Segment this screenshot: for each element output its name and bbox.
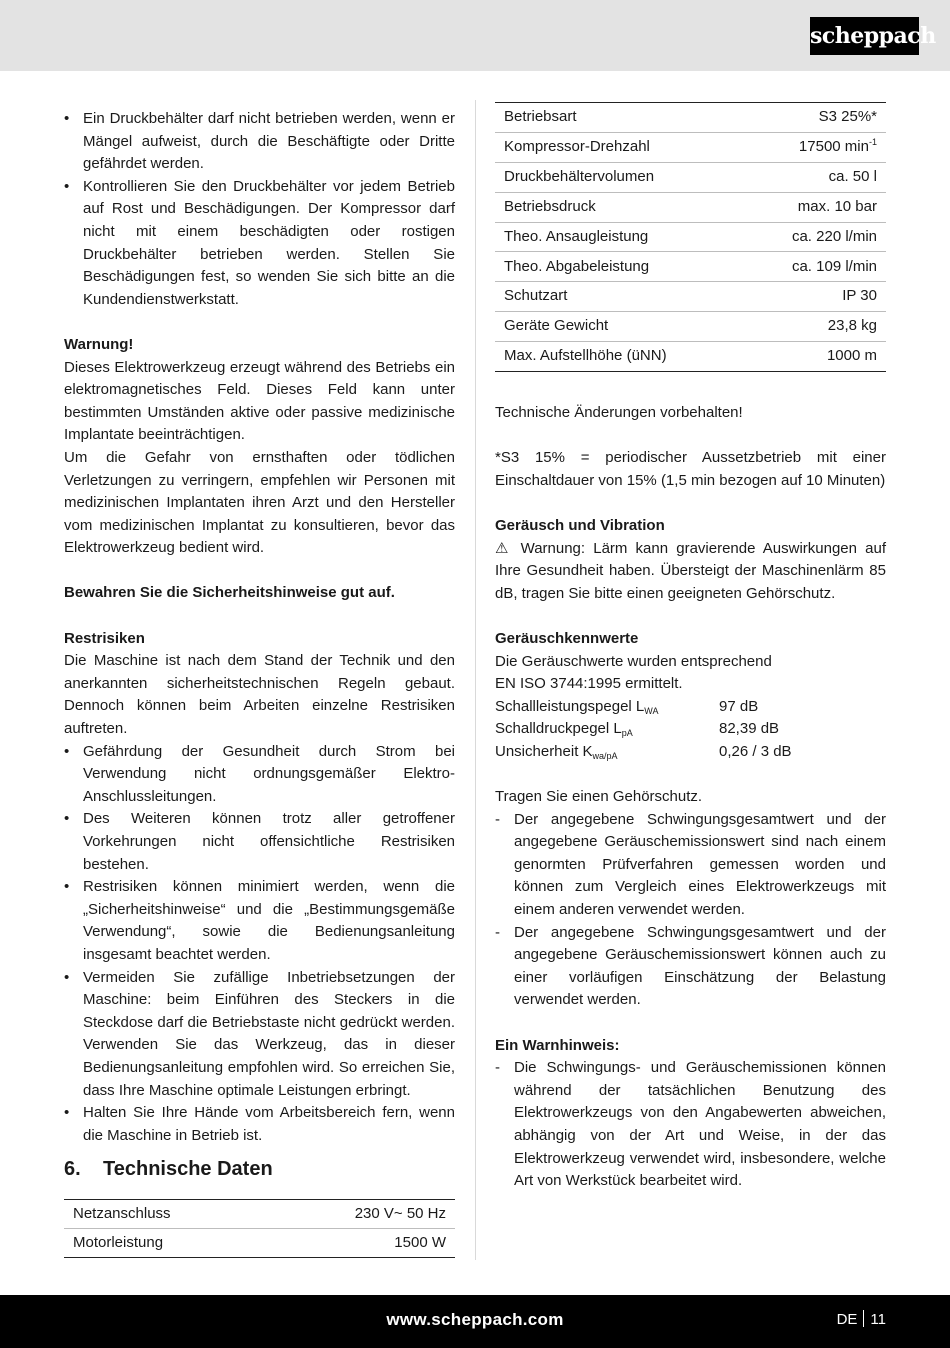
- noise-values-heading: Geräuschkennwerte: [495, 629, 639, 647]
- s3-footnote: *S3 15% = periodischer Aussetzbetrieb mit einer Einschaltdauer von 15% (1,5 min bezogen auf 10 Minuten): [495, 449, 886, 489]
- noise-warning: ⚠ Warnung: Lärm kann gravierende Auswirkungen auf Ihre Gesundheit haben. Übersteigt der Maschinenlärm 85 dB, tragen Sie bitte einen geeigneten Gehörschutz.: [495, 539, 886, 602]
- warning-triangle-icon: ⚠: [495, 539, 513, 557]
- page-indicator: [837, 1308, 886, 1332]
- spec-label: Druckbehältervolumen: [495, 162, 744, 192]
- table-row: [495, 342, 886, 372]
- website-link[interactable]: www.scheppach.com: [386, 1310, 564, 1329]
- noise-value: 97 dB: [719, 697, 759, 715]
- noise-vibration-heading: Geräusch und Vibration: [495, 516, 665, 534]
- language-code: DE: [836, 1311, 858, 1328]
- spec-value: 230 V~ 50 Hz: [354, 1205, 446, 1223]
- spec-value: IP 30: [744, 282, 886, 312]
- list-item: • Halten Sie Ihre Hände vom Arbeitsbereich fern, wenn die Maschine in Betrieb ist.: [64, 1102, 455, 1147]
- spec-value: ca. 220 l/min: [744, 222, 886, 252]
- spec-label: Kompressor-Drehzahl: [495, 132, 744, 162]
- spec-label: Betriebsart: [504, 108, 577, 126]
- spec-value: 1500 W: [265, 1229, 455, 1258]
- spec-value: 23,8 kg: [744, 312, 886, 342]
- spec-value: ca. 50 l: [744, 162, 886, 192]
- noise-value-label: Schalldruckpegel $L_{pA}$: [495, 720, 633, 739]
- noise-value-label: Schallleistungspegel $L_{WA}$: [495, 697, 659, 716]
- spec-label: Theo. Ansaugleistung: [495, 222, 744, 252]
- spec-label: Geräte Gewicht: [495, 312, 744, 342]
- table-row: [495, 312, 886, 342]
- section-number: 6.: [64, 1158, 81, 1181]
- changes-note: Technische Änderungen vorbehalten!: [495, 404, 743, 422]
- table-row: [64, 1229, 455, 1258]
- spec-label: Theo. Abgabeleistung: [495, 252, 744, 282]
- spec-table-left: [64, 1199, 455, 1258]
- list-item: - Der angegebene Schwingungsgesamtwert und der angegebene Geräuschemissionswert sind nach einem genormten Prüfverfahren gemessen worden und können zum Vergleich eines Elektrowerkzeugs mit einem anderen verwendet werden.: [495, 809, 886, 922]
- spec-label: Motorleistung: [64, 1229, 265, 1258]
- table-row: [495, 103, 886, 133]
- spec-label: Netzanschluss: [73, 1205, 171, 1223]
- list-item: • Kontrollieren Sie den Druckbehälter vor jedem Betrieb auf Rost und Beschädigungen. Der Kompressor darf nicht mit einem beschädigten oder rostigen Druckbehälter betrieben werden. Stellen Sie Beschädigungen fest, so wenden Sie sich bitte an die Kundendienstwerkstatt.: [64, 176, 455, 312]
- table-row: [495, 192, 886, 222]
- list-item: • Gefährdung der Gesundheit durch Strom bei Verwendung nicht ordnungsgemäßer Elektro-Anschlussleitungen.: [64, 741, 455, 809]
- table-row: [495, 282, 886, 312]
- list-item: • Vermeiden Sie zufällige Inbetriebsetzungen der Maschine: beim Einführen des Steckers in die Steckdose darf die Betriebstaste nicht gedrückt werden. Verwenden Sie das Werkzeug, das in dieser Bedienungsanleitung empfohlen wird. So erreichen Sie, dass Ihre Maschine optimale Leistungen erbringt.: [64, 967, 455, 1103]
- warning-note-list: [495, 1057, 886, 1193]
- noise-value-row: [495, 741, 886, 764]
- residual-risks-heading: Restrisiken: [64, 629, 145, 647]
- warning-paragraph: Dieses Elektrowerkzeug erzeugt während des Betriebs ein elektromagnetisches Feld. Dieses Feld kann unter bestimmten Umständen aktive oder passive medizinische Implantate beeinträchtigen.: [64, 358, 455, 444]
- unit-superscript: -1: [868, 137, 877, 148]
- list-item: - Der angegebene Schwingungsgesamtwert und der angegebene Geräuschemissionswert können auch zu einer vorläufigen Einschätzung der Belastung verwendet werden.: [495, 922, 886, 1012]
- spec-label: Betriebsdruck: [495, 192, 744, 222]
- header-bar: [0, 0, 950, 71]
- footer-bar: [0, 1295, 950, 1348]
- list-item: - Die Schwingungs- und Geräuschemissionen können während der tatsächlichen Benutzung des Elektrowerkzeugs von den Angabewerten abweichen, abhängig von der Art und Weise, in der das Elektrowerkzeug verwendet wird, insbesondere, welche Art von Werkstück bearbeitet wird.: [495, 1057, 886, 1193]
- separator: [863, 1310, 864, 1327]
- noise-value: 82,39 dB: [719, 720, 780, 738]
- pressure-vessel-list: [64, 108, 455, 311]
- warning-note-heading: Ein Warnhinweis:: [495, 1036, 620, 1054]
- list-item: • Des Weiteren können trotz aller getroffener Vorkehrungen nicht offensichtliche Restrisiken bestehen.: [64, 808, 455, 876]
- warning-heading: Warnung!: [64, 335, 134, 353]
- noise-value-row: [495, 696, 886, 719]
- table-row: [495, 132, 886, 162]
- spec-label: Max. Aufstellhöhe (üNN): [495, 342, 744, 372]
- spec-table-right: [495, 102, 886, 372]
- noise-values-intro: Die Geräuschwerte wurden entsprechend: [495, 652, 772, 670]
- keep-instructions-notice: Bewahren Sie die Sicherheitshinweise gut auf.: [64, 584, 395, 602]
- section-heading: [64, 1155, 455, 1183]
- spec-label: Schutzart: [495, 282, 744, 312]
- noise-value: 0,26 / 3 dB: [719, 742, 792, 760]
- spec-value: 17500 $\min^{-1}$: [744, 132, 886, 162]
- right-column: [495, 102, 886, 1193]
- left-column: [64, 108, 455, 1258]
- section-title: Technische Daten: [103, 1158, 273, 1181]
- spec-value: 1000 m: [744, 342, 886, 372]
- table-row: [495, 222, 886, 252]
- spec-value: max. 10 bar: [744, 192, 886, 222]
- noise-value-label: Unsicherheit $K_{wa/pA}$: [495, 742, 618, 761]
- list-item: • Ein Druckbehälter darf nicht betrieben werden, wenn er Mängel aufweist, durch die Beschäftigte oder Dritte gefährdet werden.: [64, 108, 455, 176]
- table-row: [495, 162, 886, 192]
- brand-logo: scheppach: [810, 17, 919, 55]
- noise-values-intro: EN ISO 3744:1995 ermittelt.: [495, 675, 683, 693]
- residual-risks-intro: Die Maschine ist nach dem Stand der Technik und den anerkannten sicherheitstechnischen Regeln gebaut. Dennoch können beim Arbeiten einzelne Restrisiken auftreten.: [64, 652, 455, 738]
- warning-paragraph: Um die Gefahr von ernsthaften oder tödlichen Verletzungen zu verringern, empfehlen wir Personen mit medizinischen Implantaten ihren Arzt und den Hersteller vom medizinischen Implantat zu konsultieren, bevor das Elektrowerkzeug bedient wird.: [64, 448, 455, 557]
- noise-value-row: [495, 718, 886, 741]
- list-item: • Restrisiken können minimiert werden, wenn die „Sicherheitshinweise“ und die „Bestimmungsgemäße Verwendung“, sowie die Bedienungsanleitung insgesamt beachtet werden.: [64, 876, 455, 966]
- residual-risks-list: [64, 741, 455, 1148]
- spec-value: ca. 109 l/min: [744, 252, 886, 282]
- table-row: [495, 252, 886, 282]
- spec-value: S3 25%*: [818, 108, 877, 126]
- vibration-list: [495, 809, 886, 1012]
- table-row: [64, 1200, 455, 1229]
- column-divider: [475, 100, 476, 1260]
- page-number: 11: [870, 1311, 886, 1328]
- hearing-protection-note: Tragen Sie einen Gehörschutz.: [495, 788, 703, 806]
